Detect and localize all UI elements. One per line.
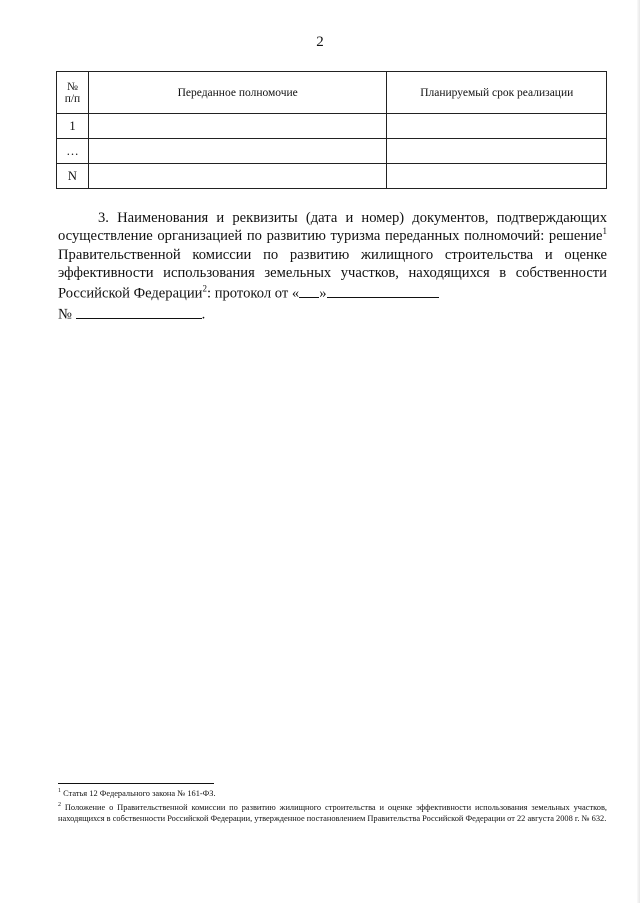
protocol-day-blank [299,282,319,298]
section-3 [58,209,607,324]
footnote-separator [58,783,214,784]
section-text-part1: 3. Наименования и реквизиты (дата и номер) документов, подтверждающих осуществление организацией по развитию туризма переданных полномочий: решение [58,210,607,245]
footnote-1-ref: 1 [58,788,61,795]
section-text-part2: Правительственной комиссии по развитию жилищного строительства и оценке эффективности использования земельных участков, находящихся в собственности Российской Федерации [58,246,607,302]
table-row [57,139,607,164]
protocol-date-blank [327,282,439,298]
row-authority-cell [88,164,387,189]
footnote-2-text: Положение о Правительственной комиссии по развитию жилищного строительства и оценке эффективности использования земельных участков, находящихся в собственности Российской Федерации, утвержденное постановлением Правительства Российской Федерации от 22 августа 2008 г. № 632. [58,802,607,823]
section-text-part3: : протокол от « [207,285,300,302]
row-num: 1 [57,114,89,139]
quote-close: » [319,285,327,302]
end-period: . [201,306,206,323]
footnotes [58,788,607,827]
number-sign: № [58,306,72,323]
header-num: № п/п [57,72,89,114]
row-authority-cell [88,114,387,139]
row-term-cell [387,139,607,164]
table-row [57,114,607,139]
section-3-paragraph [58,209,607,324]
row-num: … [57,139,89,164]
table-header-row [57,72,607,114]
table-row [57,164,607,189]
header-term: Планируемый срок реализации [387,72,607,114]
footnote-2-ref: 2 [58,801,61,808]
row-term-cell [387,164,607,189]
footnote-2 [58,802,607,825]
authority-table [56,71,607,189]
row-authority-cell [88,139,387,164]
footnote-ref-2: 2 [202,283,207,294]
protocol-number-blank [76,303,202,319]
row-term-cell [387,114,607,139]
footnote-ref-1: 1 [602,226,607,237]
header-authority: Переданное полномочие [88,72,387,114]
row-num: N [57,164,89,189]
page-number: 2 [316,34,324,50]
footnote-1-text: Статья 12 Федерального закона № 161-ФЗ. [61,789,216,798]
footnote-1 [58,788,607,800]
